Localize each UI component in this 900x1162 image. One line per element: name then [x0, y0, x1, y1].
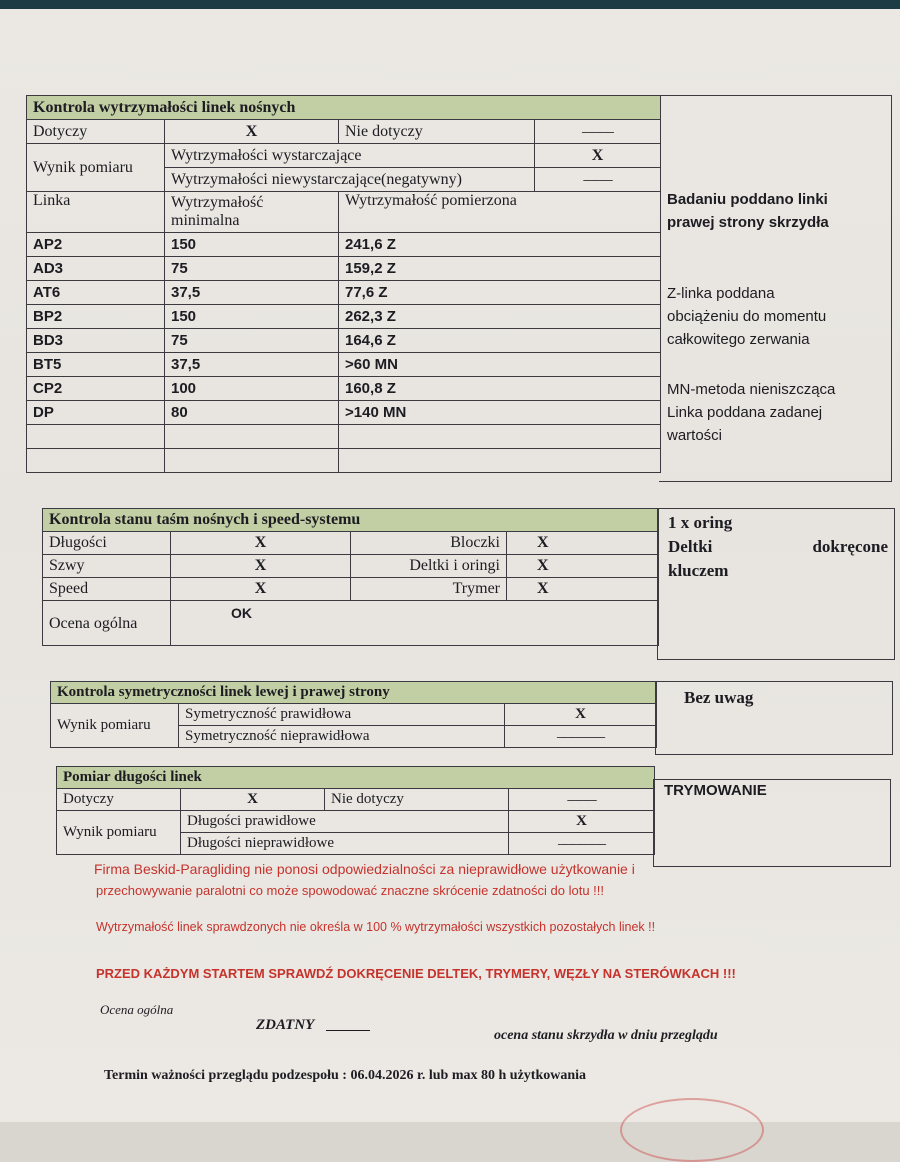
- line-min: 150: [165, 305, 339, 329]
- line-name: BT5: [27, 353, 165, 377]
- sufficient-mark: X: [535, 144, 661, 168]
- line-measured: >60 MN: [339, 353, 661, 377]
- line-strength-notes: [659, 95, 892, 482]
- mn-note-3: wartości: [667, 427, 723, 444]
- tapes-note-3: kluczem: [668, 561, 729, 580]
- symmetry-note: Bez uwag: [684, 688, 754, 707]
- col-measured-header: Wytrzymałość pomierzona: [339, 192, 661, 233]
- line-min: 100: [165, 377, 339, 401]
- length-not-applies-label: Nie dotyczy: [325, 789, 509, 811]
- length-incorrect-label: Długości nieprawidłowe: [181, 833, 509, 855]
- line-name: AP2: [27, 233, 165, 257]
- tapes-table: [42, 508, 659, 646]
- tapes-notes: [657, 508, 895, 660]
- length-applies-mark: X: [181, 789, 325, 811]
- line-measured: 159,2 Z: [339, 257, 661, 281]
- tapes-note-2a: Deltki: [668, 537, 713, 556]
- stamp-mark: [620, 1098, 764, 1162]
- applies-label: Dotyczy: [27, 120, 165, 144]
- tape-row-label: Szwy: [43, 555, 171, 578]
- tapes-overall-value: OK: [171, 601, 659, 646]
- empty-cell: [339, 449, 661, 473]
- line-name: AD3: [27, 257, 165, 281]
- z-note-2: obciążeniu do momentu: [667, 308, 827, 325]
- symmetry-correct-label: Symetryczność prawidłowa: [179, 704, 505, 726]
- tape-row-label2: Bloczki: [351, 532, 507, 555]
- symmetry-notes: [655, 681, 893, 755]
- empty-cell: [27, 425, 165, 449]
- line-min: 80: [165, 401, 339, 425]
- empty-cell: [27, 449, 165, 473]
- line-strength-table: [26, 95, 661, 473]
- tapes-note-2b: dokręcone: [812, 537, 888, 556]
- footer-validity: Termin ważności przeglądu podzespołu : 06.04.2026 r. lub max 80 h użytkowania: [104, 1068, 587, 1083]
- symmetry-result-label: Wynik pomiaru: [51, 704, 179, 748]
- applies-mark: X: [165, 120, 339, 144]
- tape-row-mark: X: [171, 555, 351, 578]
- length-note: TRYMOWANIE: [664, 782, 767, 799]
- warning-line-2: przechowywanie paralotni co może spowodować znaczne skrócenie zdatności do lotu !!!: [96, 883, 604, 898]
- line-measured: 77,6 Z: [339, 281, 661, 305]
- tape-row-mark2: X: [507, 578, 659, 601]
- length-not-applies-mark: -----------: [509, 789, 655, 811]
- line-min: 150: [165, 233, 339, 257]
- length-title: Pomiar długości linek: [57, 767, 655, 789]
- tape-row-label: Speed: [43, 578, 171, 601]
- line-name: BD3: [27, 329, 165, 353]
- insufficient-mark: -----------: [535, 168, 661, 192]
- signature-line: [326, 1030, 370, 1031]
- length-correct-label: Długości prawidłowe: [181, 811, 509, 833]
- top-bar: [0, 0, 900, 9]
- warning-line-1: Firma Beskid-Paragliding nie ponosi odpowiedzialności za nieprawidłowe użytkowanie i: [94, 861, 635, 877]
- tape-row-label: Długości: [43, 532, 171, 555]
- length-result-label: Wynik pomiaru: [57, 811, 181, 855]
- length-applies-label: Dotyczy: [57, 789, 181, 811]
- tape-row-mark2: X: [507, 532, 659, 555]
- line-measured: 262,3 Z: [339, 305, 661, 329]
- tape-row-mark: X: [171, 578, 351, 601]
- line-min: 37,5: [165, 281, 339, 305]
- line-min: 75: [165, 257, 339, 281]
- line-name: AT6: [27, 281, 165, 305]
- empty-cell: [339, 425, 661, 449]
- length-correct-mark: X: [509, 811, 655, 833]
- line-name: DP: [27, 401, 165, 425]
- col-line-header: Linka: [27, 192, 165, 233]
- not-applies-mark: ------------: [535, 120, 661, 144]
- mn-note-2: Linka poddana zadanej: [667, 404, 823, 421]
- empty-cell: [165, 449, 339, 473]
- col-min-header: Wytrzymałość minimalna: [165, 192, 339, 233]
- line-name: CP2: [27, 377, 165, 401]
- symmetry-correct-mark: X: [505, 704, 657, 726]
- result-label: Wynik pomiaru: [27, 144, 165, 192]
- line-name: BP2: [27, 305, 165, 329]
- line-measured: 241,6 Z: [339, 233, 661, 257]
- length-table: [56, 766, 655, 855]
- line-min: 75: [165, 329, 339, 353]
- footer-overall-label: Ocena ogólna: [100, 1002, 174, 1017]
- symmetry-incorrect-label: Symetryczność nieprawidłowa: [179, 726, 505, 748]
- line-measured: >140 MN: [339, 401, 661, 425]
- length-notes: [653, 779, 891, 867]
- z-note-1: Z-linka poddana: [667, 285, 775, 302]
- line-strength-title: Kontrola wytrzymałości linek nośnych: [27, 96, 661, 120]
- note-tested-lines: Badaniu poddano linki: [667, 191, 828, 208]
- line-measured: 160,8 Z: [339, 377, 661, 401]
- line-measured: 164,6 Z: [339, 329, 661, 353]
- note-right-side: prawej strony skrzydła: [667, 214, 829, 231]
- warning-line-4: PRZED KAŻDYM STARTEM SPRAWDŹ DOKRĘCENIE DELTEK, TRYMERY, WĘZŁY NA STERÓWKACH !!!: [96, 966, 736, 981]
- z-note-3: całkowitego zerwania: [667, 331, 810, 348]
- sufficient-label: Wytrzymałości wystarczające: [165, 144, 535, 168]
- symmetry-table: [50, 681, 657, 748]
- tape-row-mark: X: [171, 532, 351, 555]
- tape-row-label2: Trymer: [351, 578, 507, 601]
- mn-note-1: MN-metoda nieniszcząca: [667, 381, 836, 398]
- line-min: 37,5: [165, 353, 339, 377]
- insufficient-label: Wytrzymałości niewystarczające(negatywny): [165, 168, 535, 192]
- empty-cell: [165, 425, 339, 449]
- tapes-title: Kontrola stanu taśm nośnych i speed-systemu: [43, 509, 659, 532]
- not-applies-label: Nie dotyczy: [339, 120, 535, 144]
- tape-row-label2: Deltki i oringi: [351, 555, 507, 578]
- tapes-overall-label: Ocena ogólna: [43, 601, 171, 646]
- symmetry-title: Kontrola symetryczności linek lewej i prawej strony: [51, 682, 657, 704]
- length-incorrect-mark: ------------------: [509, 833, 655, 855]
- footer-overall-value: ZDATNY: [256, 1017, 315, 1033]
- footer-wing-state: ocena stanu skrzydła w dniu przeglądu: [494, 1028, 718, 1043]
- tapes-note-1: 1 x oring: [668, 513, 733, 532]
- symmetry-incorrect-mark: ------------------: [505, 726, 657, 748]
- tape-row-mark2: X: [507, 555, 659, 578]
- warning-line-3: Wytrzymałość linek sprawdzonych nie określa w 100 % wytrzymałości wszystkich pozostałych linek !!: [96, 920, 656, 934]
